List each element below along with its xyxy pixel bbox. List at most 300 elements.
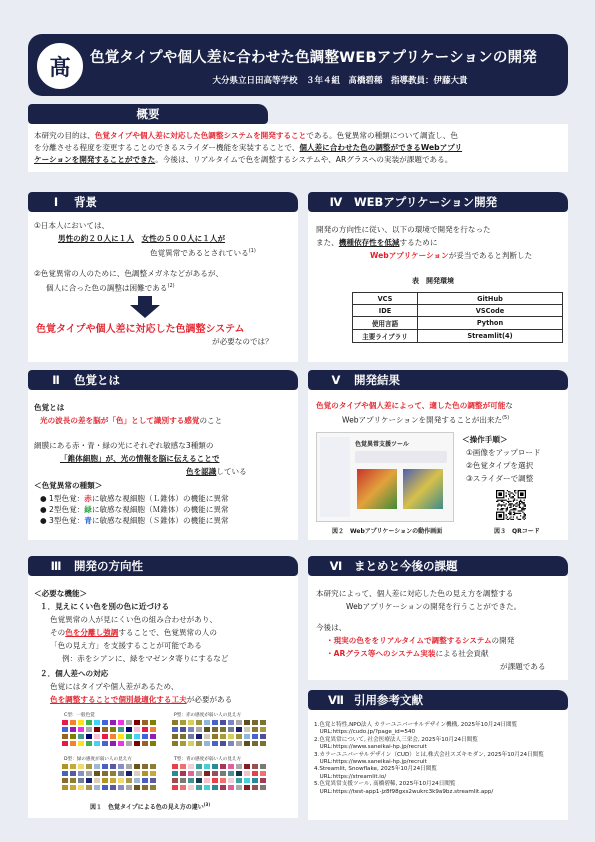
color-swatch	[204, 778, 210, 783]
palette-d	[62, 764, 162, 796]
color-swatch	[62, 741, 68, 746]
env-key: 使用言語	[353, 317, 418, 330]
color-swatch	[78, 771, 84, 776]
color-swatch	[220, 734, 226, 739]
section-number: Ⅴ	[331, 373, 341, 387]
female-stat: 女性の５００人に１人が	[141, 234, 226, 243]
reference-url[interactable]: URL:https://test-app1-jz8f98gxs2wukrc3k9a9bz.streamlit.app/	[314, 788, 494, 795]
type-label: 2型色覚：	[49, 505, 85, 515]
cv-types-list	[40, 493, 229, 527]
result-highlight: 色覚のタイプや個人差によって、適した色の調整が可能	[316, 401, 506, 410]
env-value: GitHub	[418, 293, 563, 305]
dir-f3	[50, 627, 217, 638]
color-swatch	[260, 720, 266, 725]
color-swatch	[86, 785, 92, 790]
color-swatch	[180, 727, 186, 732]
caption-text: 図１ 色覚タイプによる色の見え方の違い	[90, 804, 204, 811]
sum-text: の開発	[491, 636, 515, 645]
palette-t	[172, 764, 272, 796]
color-swatch	[102, 771, 108, 776]
color-swatch	[86, 778, 92, 783]
color-swatch	[196, 778, 202, 783]
color-swatch	[150, 734, 156, 739]
reference-url[interactable]: URL:https://www.saneikai-hp.jp/recruit	[314, 759, 427, 766]
original-image	[357, 469, 397, 509]
color-swatch	[94, 727, 100, 732]
color-swatch	[260, 741, 266, 746]
bg-a3-text: 色覚異常であるとされている	[150, 248, 249, 258]
step-2: ②色覚タイプを選択	[466, 461, 534, 470]
color-swatch	[86, 720, 92, 725]
section-4-title	[308, 192, 568, 212]
color-swatch	[134, 741, 140, 746]
color-swatch	[142, 734, 148, 739]
color-swatch	[212, 720, 218, 725]
sum-k3	[326, 648, 489, 659]
color-swatch	[86, 771, 92, 776]
color-swatch	[236, 734, 242, 739]
color-swatch	[196, 734, 202, 739]
color-swatch	[102, 734, 108, 739]
color-swatch	[118, 720, 124, 725]
color-swatch	[126, 720, 132, 725]
color-swatch	[94, 785, 100, 790]
color-swatch	[102, 720, 108, 725]
overview-emphasis: 個人差に合わせた色の調整ができるWebアプリ	[299, 143, 463, 152]
table-row	[353, 293, 563, 305]
dir-text: が必要がある	[186, 695, 233, 704]
color-swatch	[142, 727, 148, 732]
color-swatch	[102, 727, 108, 732]
color-swatch	[70, 720, 76, 725]
color-swatch	[102, 785, 108, 790]
color-swatch	[212, 741, 218, 746]
color-swatch	[228, 734, 234, 739]
sum-j2: Webアプリケーションの開発を行うことができた。	[346, 602, 522, 611]
citation: (5)	[502, 415, 510, 421]
reference-line: 5.色覚異常支援ツール, 髙橋碧稀, 2025年10月24日閲覧	[314, 781, 456, 788]
type-label: 1型色覚：	[49, 494, 85, 503]
color-swatch	[260, 785, 266, 790]
color-swatch	[252, 734, 258, 739]
color-swatch	[150, 764, 156, 769]
color-swatch	[110, 771, 116, 776]
color-swatch	[110, 720, 116, 725]
color-swatch	[196, 771, 202, 776]
color-swatch	[172, 727, 178, 732]
fig-label-c: C型：一般色覚	[64, 713, 95, 718]
color-swatch	[86, 734, 92, 739]
bg-question: が必要なのでは？	[212, 337, 273, 346]
app-sidebar	[320, 437, 350, 517]
env-table-title: 表 開発環境	[412, 277, 454, 285]
color-swatch	[78, 734, 84, 739]
color-swatch	[102, 741, 108, 746]
color-swatch	[252, 720, 258, 725]
web-app-highlight: Webアプリケーション	[370, 251, 449, 260]
color-swatch	[110, 741, 116, 746]
color-swatch	[110, 778, 116, 783]
cv-text: している	[216, 467, 247, 476]
color-swatch	[188, 771, 194, 776]
color-swatch	[70, 727, 76, 732]
res-text: な	[505, 401, 513, 410]
type-label: 3型色覚：	[49, 516, 85, 526]
color-swatch	[118, 785, 124, 790]
dir-text: することで、色覚異常の人の	[118, 628, 217, 637]
device-independence: 機種依存性を低減	[338, 238, 400, 247]
color-swatch	[212, 771, 218, 776]
color-swatch	[220, 778, 226, 783]
color-swatch	[70, 764, 76, 769]
dir-f0: ＜必要な機能＞	[34, 589, 88, 598]
color-swatch	[172, 720, 178, 725]
color-swatch	[196, 741, 202, 746]
color-swatch	[180, 734, 186, 739]
dir-f4: 「色の見え方」を支援することが可能である	[50, 641, 202, 650]
dir-f1: １．見えにくい色を別の色に近づける	[40, 602, 170, 611]
color-swatch	[236, 764, 242, 769]
env-value: Streamlit(4)	[418, 330, 563, 343]
color-swatch	[150, 720, 156, 725]
color-swatch	[188, 778, 194, 783]
color-swatch	[94, 720, 100, 725]
down-arrow-icon	[130, 296, 160, 318]
color-swatch	[244, 727, 250, 732]
cv-e3	[186, 466, 247, 477]
color-swatch	[70, 771, 76, 776]
cv-types-title: ＜色覚異常の種類＞	[34, 481, 103, 490]
color-swatch	[212, 764, 218, 769]
color-swatch	[78, 741, 84, 746]
dir-text: その	[50, 628, 66, 637]
color-swatch	[94, 741, 100, 746]
section-title-text: まとめと今後の課題	[354, 559, 458, 573]
cv-e2	[60, 453, 219, 464]
res-i1	[316, 400, 513, 411]
figure-1	[62, 712, 282, 802]
color-swatch	[172, 785, 178, 790]
color-swatch	[260, 764, 266, 769]
adjusted-image	[403, 469, 443, 509]
color-swatch	[220, 720, 226, 725]
color-swatch	[172, 764, 178, 769]
figure-2-caption: 図２ Webアプリケーションの動作画面	[332, 528, 443, 535]
section-1-title	[28, 192, 298, 212]
color-swatch	[212, 778, 218, 783]
color-swatch	[188, 720, 194, 725]
color-swatch	[252, 741, 258, 746]
color-swatch	[252, 771, 258, 776]
app-screenshot	[316, 432, 454, 522]
color-swatch	[228, 741, 234, 746]
overview-text: を分離させる程度を変更することのできるスライダー機能を実装することで、	[34, 143, 300, 152]
color-swatch	[188, 785, 194, 790]
res-text: Webアプリケーションを開発することが出来た	[342, 415, 503, 425]
table-row	[353, 305, 563, 317]
sum-k1: 今後は、	[316, 623, 347, 632]
poster-author: 大分県立日田高等学校 ３年４組 髙橋碧稀 指導教員：伊藤大貴	[212, 76, 468, 86]
color-swatch	[196, 785, 202, 790]
color-swatch	[94, 778, 100, 783]
color-swatch	[134, 720, 140, 725]
reference-line: 2.色覚異常について, 社会医療法人三栄会, 2025年10月24日閲覧	[314, 736, 478, 743]
bg-b1: ②色覚異常の人のために、色調整メガネなどがあるが、	[34, 269, 224, 278]
color-swatch	[118, 741, 124, 746]
color-swatch	[220, 727, 226, 732]
color-swatch	[134, 778, 140, 783]
color-swatch	[260, 727, 266, 732]
section-number: Ⅱ	[52, 373, 60, 387]
color-swatch	[244, 778, 250, 783]
env-key: IDE	[353, 305, 418, 317]
reference-url[interactable]: URL:https://cudo.jp/?page_id=540	[314, 729, 416, 736]
type-color: 赤	[84, 494, 92, 503]
section-number: Ⅳ	[329, 195, 343, 209]
section-number: Ⅵ	[329, 559, 343, 573]
web-h1: 開発の方向性に従い、以下の環境で開発を行なった	[316, 225, 491, 234]
citation: (2)	[167, 283, 175, 289]
color-swatch	[204, 741, 210, 746]
color-swatch	[62, 727, 68, 732]
dir-f2: 色覚異常の人が見にくい色の組み合わせがあり、	[50, 615, 218, 624]
overview-line-1	[34, 130, 458, 141]
section-number: Ⅲ	[50, 559, 62, 573]
overview-title	[28, 104, 268, 124]
color-swatch	[70, 785, 76, 790]
color-swatch	[220, 785, 226, 790]
color-swatch	[196, 720, 202, 725]
color-swatch	[196, 764, 202, 769]
dir-g2: 色覚にはタイプや個人差があるため、	[50, 682, 179, 691]
color-swatch	[142, 764, 148, 769]
reference-url[interactable]: URL:https://streamlit.io/	[314, 773, 387, 780]
sum-k2	[326, 635, 514, 646]
future-task-2: ・ARグラス等へのシステム実装	[326, 649, 436, 658]
section-title-text: 色覚とは	[74, 373, 120, 387]
fig-label-t: T型：青の感度が弱い人の見え方	[174, 757, 242, 762]
color-swatch	[252, 778, 258, 783]
color-swatch	[252, 785, 258, 790]
color-swatch	[62, 785, 68, 790]
cv-text: のこと	[199, 416, 223, 425]
color-swatch	[236, 720, 242, 725]
color-swatch	[172, 771, 178, 776]
cv-type-2: ● 2型色覚：緑に敏感な視細胞（Ｍ錐体）の機能に異常	[40, 505, 229, 515]
color-swatch	[252, 727, 258, 732]
color-swatch	[220, 771, 226, 776]
color-swatch	[228, 778, 234, 783]
color-swatch	[244, 734, 250, 739]
reference-line: 3.カラーユニバーサルデザイン（CUD）とは,株式会社スズキモダン, 2025年10月24日閲覧	[314, 751, 544, 758]
web-text: するために	[399, 238, 438, 247]
color-swatch	[70, 734, 76, 739]
color-swatch	[134, 785, 140, 790]
color-swatch	[110, 734, 116, 739]
section-6-title	[308, 556, 568, 576]
color-swatch	[244, 771, 250, 776]
future-task-1: ・現実の色ををリアルタイムで調整するシステム	[326, 636, 492, 645]
color-swatch	[118, 734, 124, 739]
color-swatch	[150, 778, 156, 783]
section-2-title	[28, 370, 298, 390]
color-swatch	[236, 771, 242, 776]
color-swatch	[236, 778, 242, 783]
individual-optimization: 色を調整することで個別最適化する工夫	[50, 695, 187, 704]
reference-url[interactable]: URL:https://www.saneikai-hp.jp/recruit	[314, 744, 427, 751]
cv-d2	[40, 415, 222, 426]
section-title-text: 開発結果	[354, 373, 400, 387]
sum-j1: 本研究によって、個人差に対応した色の見え方を調整する	[316, 589, 514, 598]
references-list	[314, 722, 544, 796]
bg-a3	[150, 246, 256, 259]
color-swatch	[142, 720, 148, 725]
color-swatch	[134, 734, 140, 739]
citation: (3)	[203, 802, 211, 807]
procedure-title: ＜操作手順＞	[462, 435, 508, 444]
color-swatch	[188, 764, 194, 769]
section-title-text: WEBアプリケーション開発	[354, 195, 498, 209]
type-color: 緑	[84, 505, 92, 515]
color-swatch	[228, 764, 234, 769]
color-swatch	[236, 785, 242, 790]
color-swatch	[62, 771, 68, 776]
step-1: ①画像をアップロード	[466, 448, 541, 457]
color-recognition: 色を認識	[186, 467, 217, 476]
overview-title-text: 概要	[136, 107, 160, 121]
app-title: 色覚異常支援ツール	[355, 441, 409, 448]
color-swatch	[86, 764, 92, 769]
color-swatch	[142, 778, 148, 783]
color-swatch	[94, 764, 100, 769]
color-swatch	[150, 771, 156, 776]
color-swatch	[228, 720, 234, 725]
color-swatch	[172, 778, 178, 783]
separate-emphasize: 色を分離し強調	[65, 628, 119, 637]
color-swatch	[188, 734, 194, 739]
color-swatch	[180, 741, 186, 746]
color-swatch	[180, 764, 186, 769]
upload-box	[355, 451, 447, 463]
color-swatch	[62, 764, 68, 769]
color-swatch	[180, 720, 186, 725]
color-swatch	[118, 764, 124, 769]
bg-a1: ①日本人においては、	[34, 221, 110, 230]
color-swatch	[118, 727, 124, 732]
section-7-title	[308, 690, 568, 710]
fig-label-d: D型：緑の感度が弱い人の見え方	[64, 757, 132, 762]
step-3: ③スライダーで調整	[466, 474, 534, 483]
color-swatch	[94, 734, 100, 739]
overview-line-3	[34, 154, 452, 165]
res-i2	[342, 413, 509, 426]
web-text: また、	[316, 238, 339, 247]
type-desc: に敏感な視細胞（Ｌ錐体）の機能に異常	[91, 494, 229, 503]
bg-conclusion: 色覚タイプや個人差に対応した色調整システム	[36, 324, 245, 335]
table-row	[353, 317, 563, 330]
color-swatch	[220, 741, 226, 746]
seal-char: 髙	[48, 55, 71, 81]
color-swatch	[126, 764, 132, 769]
section-title-text: 引用参考文献	[354, 693, 423, 707]
web-text: が妥当であると判断した	[448, 251, 533, 260]
reference-line: 1.色覚と特性,NPO法人 カラーユニバーサルデザイン機構, 2025年10月24日閲覧	[314, 722, 518, 728]
color-swatch	[150, 785, 156, 790]
cv-e1: 網膜にある赤・青・緑の光にそれぞれ敏感な3種類の	[34, 441, 214, 450]
color-swatch	[102, 778, 108, 783]
color-swatch	[236, 741, 242, 746]
color-swatch	[134, 727, 140, 732]
dir-f5: 例：赤をシアンに、緑をマゼンタ寄りにするなど	[62, 654, 229, 663]
env-table	[352, 292, 563, 343]
color-swatch	[252, 764, 258, 769]
color-swatch	[134, 764, 140, 769]
color-swatch	[102, 764, 108, 769]
color-swatch	[70, 741, 76, 746]
color-swatch	[110, 764, 116, 769]
color-swatch	[204, 734, 210, 739]
color-swatch	[204, 771, 210, 776]
cone-cells: 「錐体細胞」が、光の情報を脳に伝えることで	[60, 454, 220, 463]
cv-type-1: ● 1型色覚：赤に敏感な視細胞（Ｌ錐体）の機能に異常	[40, 494, 229, 503]
color-swatch	[212, 727, 218, 732]
color-swatch	[188, 741, 194, 746]
color-swatch	[260, 734, 266, 739]
color-swatch	[236, 727, 242, 732]
color-swatch	[204, 727, 210, 732]
color-swatch	[118, 778, 124, 783]
cv-type-3: ● 3型色覚：青に敏感な視細胞（Ｓ錐体）の機能に異常	[40, 516, 229, 526]
color-swatch	[126, 727, 132, 732]
dir-g1: ２．個人差への対応	[40, 669, 109, 678]
color-swatch	[78, 727, 84, 732]
school-seal-icon	[35, 41, 85, 91]
male-stat: 男性の約２０人に１人	[58, 234, 134, 243]
section-title-text: 背景	[74, 195, 97, 209]
color-swatch	[204, 785, 210, 790]
figure-1-caption	[90, 802, 210, 811]
env-value: VSCode	[418, 305, 563, 317]
color-swatch	[188, 727, 194, 732]
color-swatch	[212, 734, 218, 739]
sum-text: による社会貢献	[435, 649, 489, 658]
reference-line: 4.Streamlit, Snowflake, 2025年10月24日閲覧	[314, 766, 437, 773]
overview-line-2	[34, 142, 462, 153]
color-swatch	[204, 764, 210, 769]
section-3-title	[28, 556, 298, 576]
color-swatch	[150, 727, 156, 732]
poster-title: 色覚タイプや個人差に合わせた色調整WEBアプリケーションの開発	[90, 50, 537, 66]
color-swatch	[62, 778, 68, 783]
bg-b2-text: 個人に合った色の調整は困難である	[46, 283, 168, 293]
cv-definition: 光の波長の差を脳が「色」として識別する感覚	[40, 416, 200, 425]
overview-emphasis: ケーションを開発することができた	[34, 155, 156, 164]
citation: (1)	[248, 248, 256, 254]
section-number: Ⅶ	[328, 693, 344, 707]
color-swatch	[110, 727, 116, 732]
color-swatch	[126, 785, 132, 790]
color-swatch	[86, 727, 92, 732]
cv-d1: 色覚とは	[34, 403, 65, 412]
color-swatch	[126, 734, 132, 739]
overview-text: 。今後は、リアルタイムで色を調整するシステムや、ARグラスへの実装が課題である。	[155, 155, 453, 164]
color-swatch	[70, 778, 76, 783]
web-h2	[316, 237, 438, 248]
color-swatch	[244, 764, 250, 769]
color-swatch	[126, 778, 132, 783]
color-swatch	[110, 785, 116, 790]
color-swatch	[142, 741, 148, 746]
